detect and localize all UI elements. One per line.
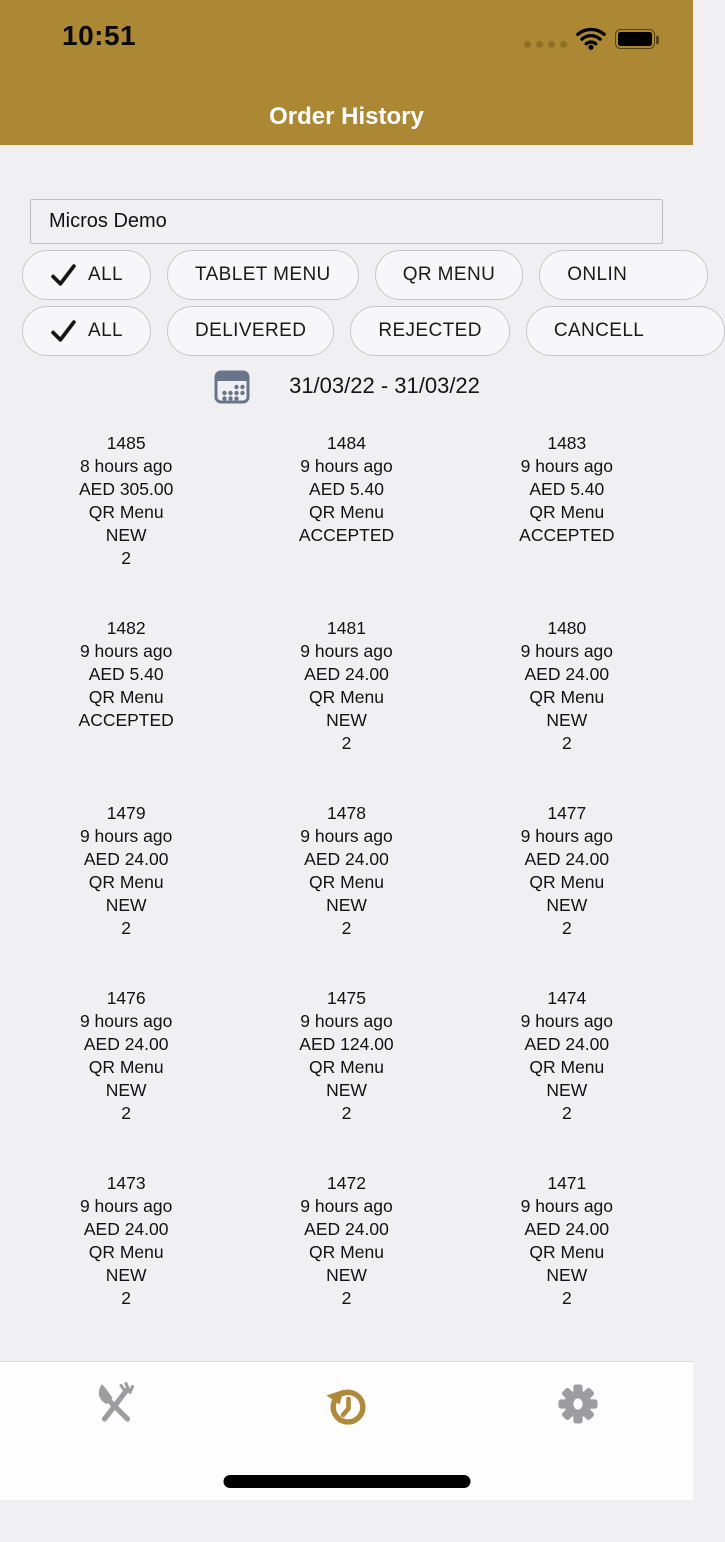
order-card[interactable] (457, 987, 677, 1172)
order-status: NEW (326, 1080, 367, 1100)
order-status: NEW (546, 895, 588, 915)
order-id: 1479 (106, 803, 146, 823)
order-card[interactable] (457, 1172, 677, 1357)
order-amount: AED 24.00 (524, 849, 610, 869)
battery-level (618, 32, 652, 46)
order-card[interactable] (16, 987, 236, 1172)
order-amount: AED 305.00 (78, 479, 174, 499)
check-icon (50, 318, 77, 345)
order-status: ACCEPTED (78, 710, 174, 730)
check-icon (50, 262, 77, 289)
order-time: 8 hours ago (79, 456, 173, 476)
cellular-signal-icon (524, 41, 567, 48)
order-status: NEW (326, 1265, 367, 1285)
date-range-picker[interactable] (0, 366, 693, 406)
status-time: 10:51 (62, 20, 137, 51)
order-count: 2 (341, 1288, 352, 1308)
order-id: 1480 (547, 618, 587, 638)
order-count: 2 (121, 1288, 132, 1308)
order-channel: QR Menu (88, 1242, 164, 1262)
order-count: 2 (561, 1288, 572, 1308)
order-count: 2 (341, 1103, 352, 1123)
order-status: NEW (105, 895, 147, 915)
order-channel: QR Menu (309, 502, 384, 522)
order-id: 1476 (106, 988, 146, 1008)
order-status: ACCEPTED (519, 525, 615, 545)
order-time: 9 hours ago (520, 826, 614, 846)
order-status: NEW (105, 1080, 147, 1100)
order-amount: AED 124.00 (299, 1034, 394, 1054)
order-time: 9 hours ago (79, 826, 173, 846)
order-card[interactable] (16, 802, 236, 987)
order-status: NEW (105, 1265, 147, 1285)
order-amount: AED 24.00 (83, 849, 169, 869)
order-time: 9 hours ago (520, 1011, 614, 1031)
order-channel: QR Menu (88, 1057, 164, 1077)
order-channel: QR Menu (309, 1057, 384, 1077)
order-status-chip-delivered[interactable] (167, 306, 334, 356)
order-id: 1475 (327, 988, 366, 1008)
order-time: 9 hours ago (520, 641, 614, 661)
order-status-chip-rejected[interactable] (350, 306, 510, 356)
menu-type-chip-qr-menu[interactable] (375, 250, 524, 300)
order-channel: QR Menu (88, 502, 164, 522)
order-channel: QR Menu (88, 687, 164, 707)
chip-label: ALL (88, 320, 124, 341)
chip-label: TABLET MENU (195, 264, 331, 285)
order-amount: AED 24.00 (304, 664, 389, 684)
order-status-filter-row (0, 306, 693, 356)
order-count: 2 (341, 733, 352, 753)
chip-label: ALL (88, 264, 124, 285)
order-card[interactable] (236, 987, 456, 1172)
order-status: NEW (105, 525, 147, 545)
chip-label: ONLIN (567, 264, 628, 285)
order-count: 2 (561, 918, 572, 938)
order-amount: AED 24.00 (524, 1034, 610, 1054)
app-header (0, 0, 693, 145)
order-card[interactable] (16, 617, 236, 802)
order-count: 2 (121, 918, 132, 938)
order-count: 2 (121, 1103, 132, 1123)
order-time: 9 hours ago (300, 1011, 393, 1031)
gear-icon (556, 1382, 600, 1426)
order-channel: QR Menu (529, 872, 605, 892)
chip-label: QR MENU (402, 264, 496, 285)
order-id: 1481 (327, 618, 366, 638)
venue-input[interactable] (30, 199, 663, 244)
order-amount: AED 24.00 (83, 1219, 169, 1239)
menu-type-chip-tablet-menu[interactable] (167, 250, 359, 300)
tab-menu[interactable] (0, 1382, 231, 1428)
chip-label: DELIVERED (195, 320, 307, 341)
order-id: 1477 (547, 803, 587, 823)
order-amount: AED 5.40 (309, 479, 384, 499)
order-status: NEW (326, 710, 367, 730)
wifi-icon (576, 28, 606, 50)
order-time: 9 hours ago (520, 456, 614, 476)
order-channel: QR Menu (88, 872, 164, 892)
order-id: 1472 (327, 1173, 366, 1193)
order-channel: QR Menu (529, 1057, 605, 1077)
menu-type-filter-row (0, 250, 693, 300)
order-card[interactable] (236, 1172, 456, 1357)
order-card[interactable] (457, 432, 677, 617)
order-card[interactable] (236, 617, 456, 802)
order-time: 9 hours ago (79, 1011, 173, 1031)
menu-type-chip-all[interactable] (22, 250, 151, 300)
order-amount: AED 5.40 (529, 479, 605, 499)
order-time: 9 hours ago (79, 1196, 173, 1216)
order-id: 1484 (327, 433, 366, 453)
order-status: NEW (546, 1265, 588, 1285)
order-card[interactable] (236, 802, 456, 987)
order-status-chip-cancell[interactable] (526, 306, 725, 356)
history-icon (323, 1382, 371, 1428)
order-channel: QR Menu (309, 872, 384, 892)
home-indicator[interactable] (223, 1475, 470, 1488)
order-amount: AED 24.00 (524, 1219, 610, 1239)
content-area (0, 145, 693, 1361)
order-count: 2 (561, 733, 572, 753)
order-id: 1471 (547, 1173, 587, 1193)
order-time: 9 hours ago (300, 456, 393, 476)
page-title: Order History (269, 103, 424, 130)
order-channel: QR Menu (529, 687, 605, 707)
order-id: 1474 (547, 988, 587, 1008)
order-status: NEW (326, 895, 367, 915)
order-id: 1483 (547, 433, 587, 453)
order-amount: AED 5.40 (88, 664, 164, 684)
order-channel: QR Menu (529, 502, 605, 522)
order-time: 9 hours ago (520, 1196, 614, 1216)
order-time: 9 hours ago (300, 641, 393, 661)
status-icons (524, 28, 655, 50)
order-time: 9 hours ago (300, 1196, 393, 1216)
tab-order-history[interactable] (231, 1382, 462, 1428)
order-card[interactable] (457, 617, 677, 802)
order-id: 1473 (106, 1173, 146, 1193)
date-range-label: 31/03/22 - 31/03/22 (289, 373, 480, 398)
order-id: 1485 (106, 433, 146, 453)
order-status: NEW (546, 1080, 588, 1100)
order-id: 1478 (327, 803, 366, 823)
order-card[interactable] (236, 432, 456, 617)
order-count: 2 (121, 548, 132, 568)
order-status: ACCEPTED (298, 525, 395, 545)
order-amount: AED 24.00 (304, 1219, 389, 1239)
order-channel: QR Menu (309, 687, 384, 707)
battery-icon (615, 29, 655, 49)
tab-settings[interactable] (462, 1382, 693, 1428)
calendar-icon (213, 367, 251, 405)
order-amount: AED 24.00 (83, 1034, 169, 1054)
order-channel: QR Menu (309, 1242, 384, 1262)
order-time: 9 hours ago (300, 826, 393, 846)
order-count: 2 (561, 1103, 572, 1123)
order-card[interactable] (16, 1172, 236, 1357)
order-status: NEW (546, 710, 588, 730)
order-card[interactable] (457, 802, 677, 987)
order-status-chip-all[interactable] (22, 306, 151, 356)
menu-type-chip-onlin[interactable] (539, 250, 708, 300)
order-card[interactable] (16, 432, 236, 617)
fork-knife-icon (93, 1382, 139, 1426)
order-amount: AED 24.00 (524, 664, 610, 684)
order-count: 2 (341, 918, 352, 938)
tab-bar (0, 1361, 693, 1500)
chip-label: CANCELL (553, 320, 645, 341)
chip-label: REJECTED (378, 320, 482, 341)
order-amount: AED 24.00 (304, 849, 389, 869)
order-channel: QR Menu (529, 1242, 605, 1262)
order-time: 9 hours ago (79, 641, 173, 661)
order-id: 1482 (106, 618, 146, 638)
